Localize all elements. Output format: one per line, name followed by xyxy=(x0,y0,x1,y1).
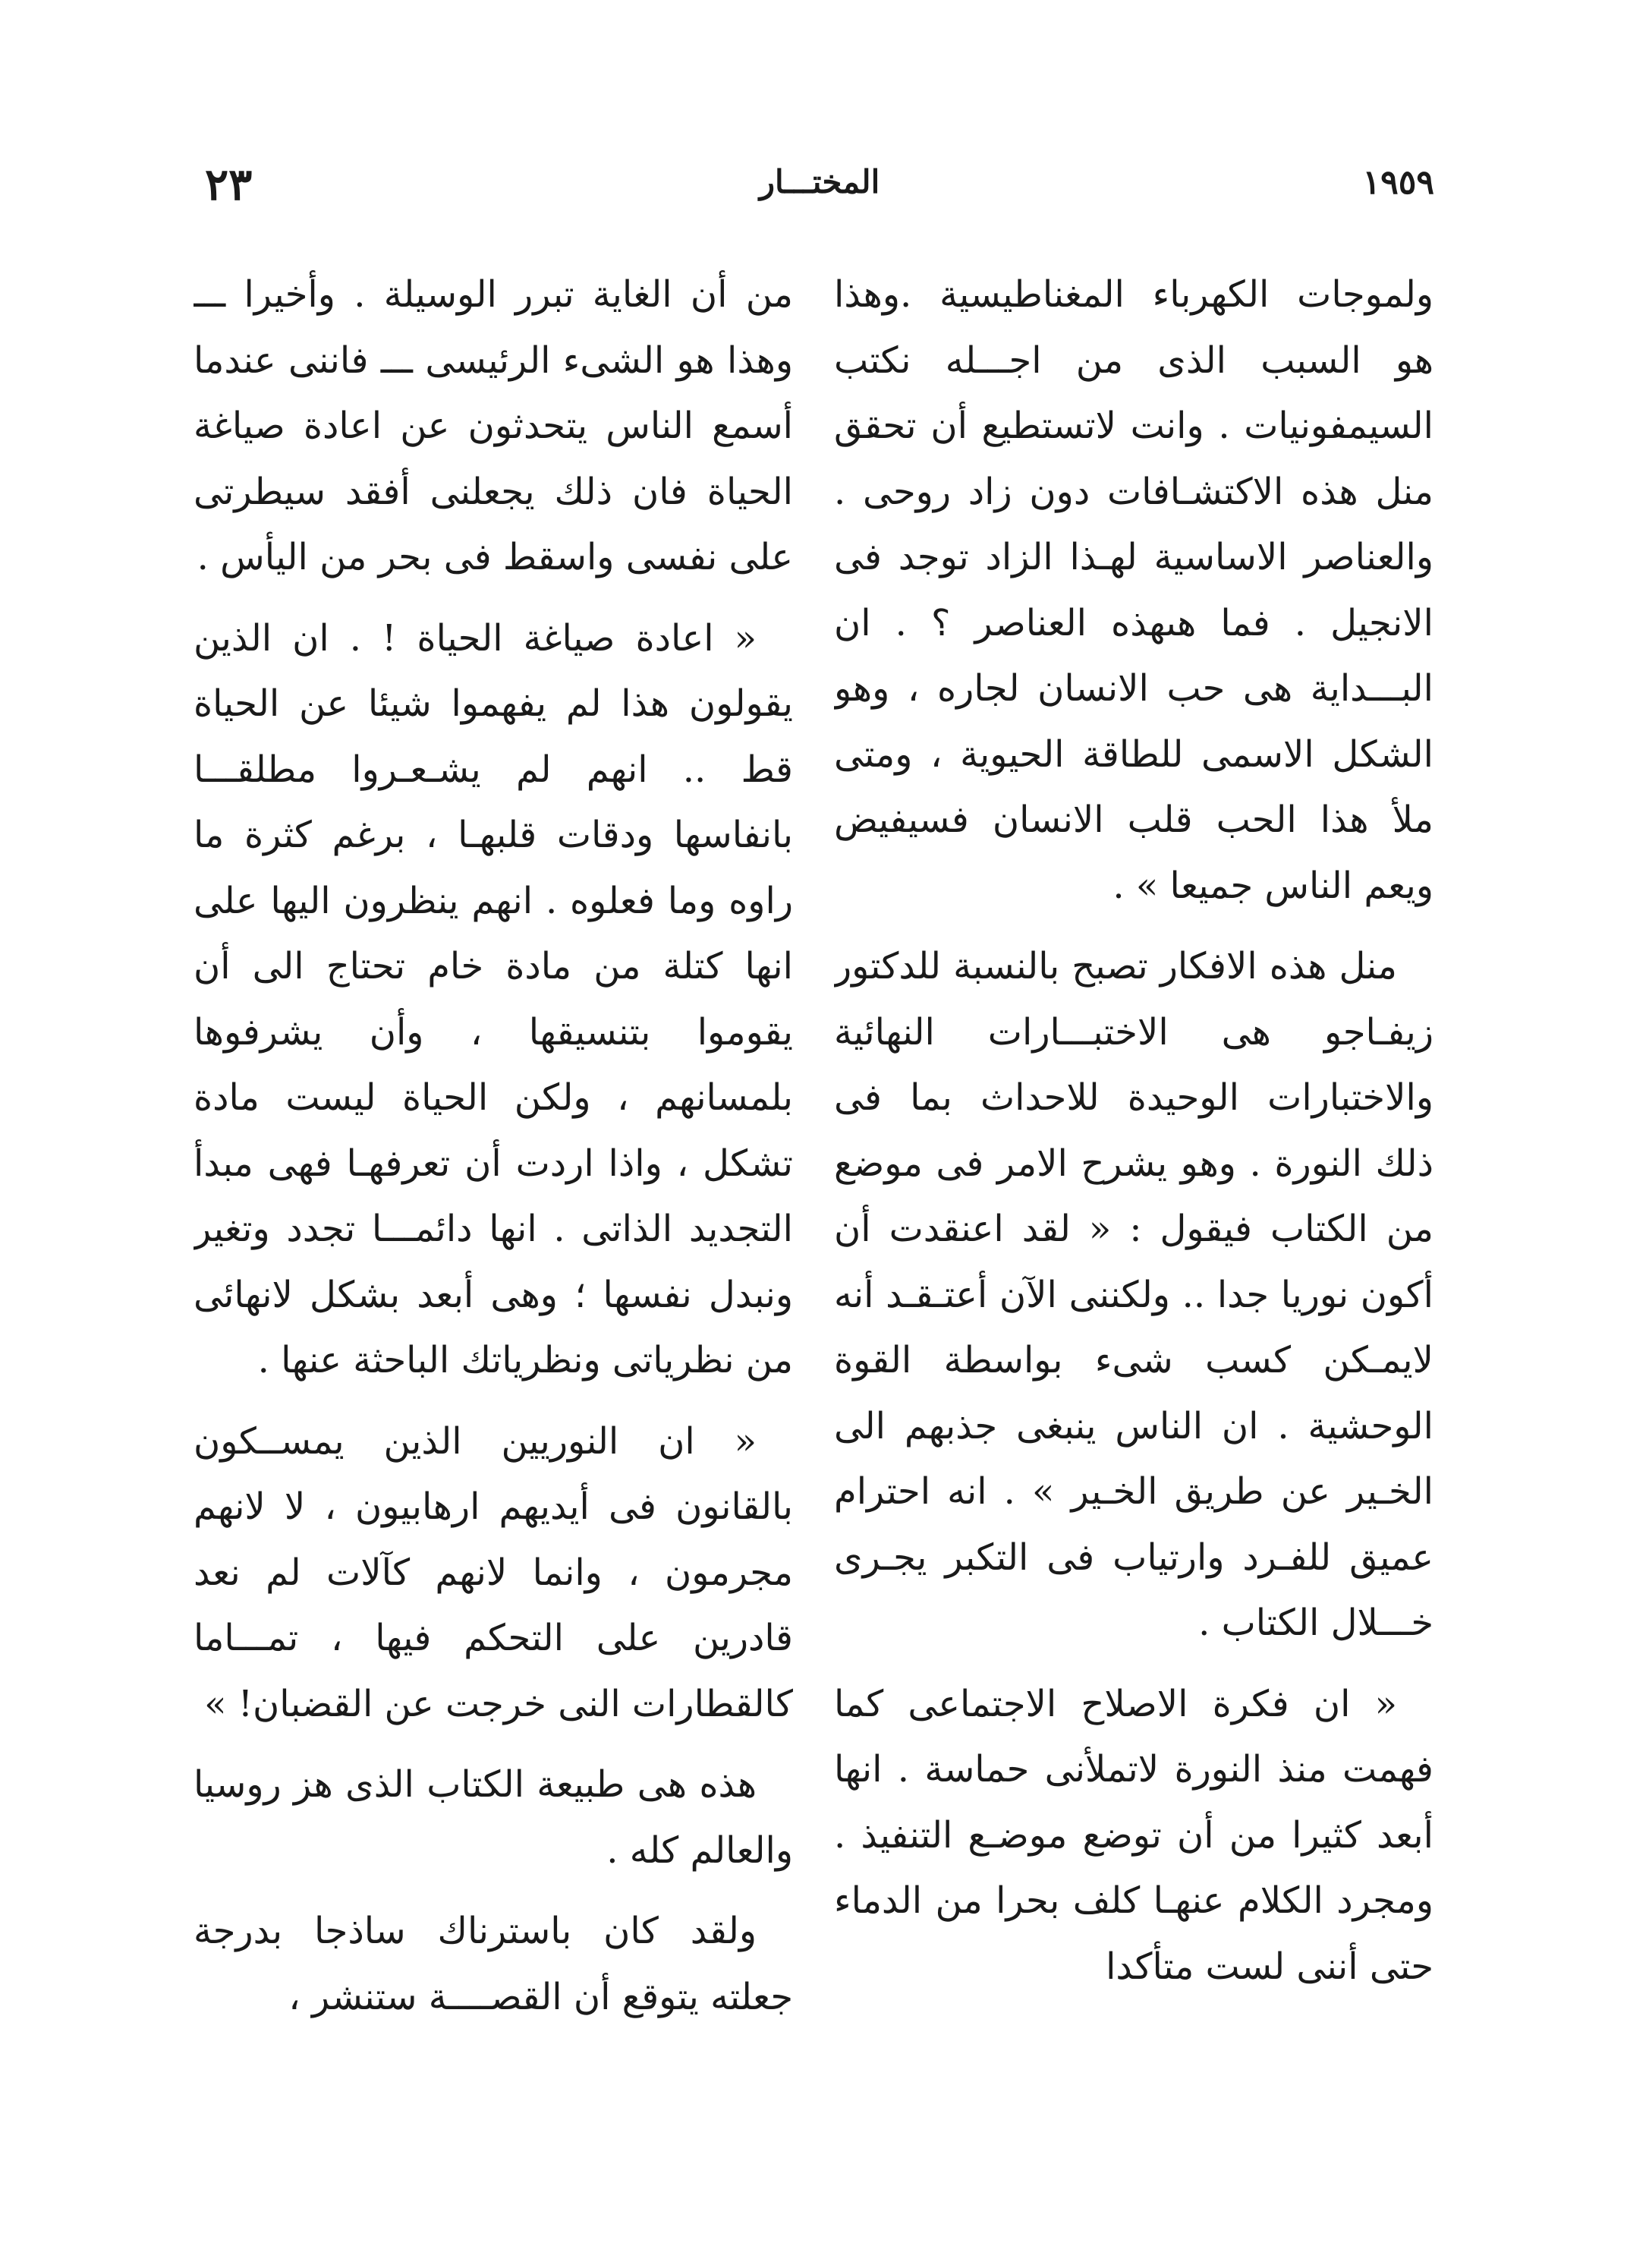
page-header xyxy=(205,159,1434,224)
issue-year: ١٩٥٩ xyxy=(1362,163,1434,202)
paragraph: « اعادة صياغة الحياة ! . ان الذين يقولون هذا لم يفهموا شيئا عن الحياة قط .. انهم لم يشـعـروا مطلقـــا بانفاسها ودقات قلبهـا ، برغم كثرة ما راوه وما فعلوه . انهم ينظرون اليها على انها كتلة من مادة خام تحتاج الى أن يقوموا بتنسيقها ، وأن يشرفوها بلمسانهم ، ولكن الحياة ليست مادة تشكل ، واذا اردت أن تعرفهـا فهى مبدأ التجديد الذاتى . انها دائمـــا تجدد وتغير ونبدل نفسها ؛ وهى أبعد بشكل لانهائى من نظرياتى ونظرياتك الباحثة عنها . xyxy=(194,616,793,1381)
magazine-title: المختـــار xyxy=(759,163,880,200)
paragraph: هذه هى طبيعة الكتاب الذى هز روسيا والعالم كله . xyxy=(194,1763,793,1872)
page-number: ٢٣ xyxy=(205,159,253,210)
paragraph: من أن الغاية تبرر الوسيلة . وأخيرا ـــ وهذا هو الشىء الرئيسى ـــ فاننى عندما أسمع الناس يتحدثون عن اعادة صياغة الحياة فان ذلك يجعلنى أفقد سيطرتى على نفسى واسقط فى بحر من اليأس . xyxy=(194,273,793,578)
left-text-column xyxy=(194,262,793,2129)
paragraph: « ان فكرة الاصلاح الاجتماعى كما فهمت منذ النورة لاتملأنى حماسة . انها أبعد كثيرا من أن توضع موضـع التنفيذ . ومجرد الكلام عنهـا كلف بحرا من الدماء حتى أننى لست متأكدا xyxy=(834,1682,1433,1988)
right-text-column xyxy=(834,262,1433,2129)
paragraph: ولموجات الكهرباء المغناطيسية .وهذا هو السبب الذى من اجـــله نكتب السيمفونيات . وانت لاتستطيع أن تحقق منل هذه الاكتشـافات دون زاد روحى . والعناصر الاساسية لهـذا الزاد توجد فى الانجيل . فما هىهذه العناصر ؟ . ان البـــداية هى حب الانسان لجاره ، وهو الشكل الاسمى للطاقة الحيوية ، ومتى ملأ هذا الحب قلب الانسان فسيفيض ويعم الناس جميعا » . xyxy=(834,273,1433,907)
paragraph: ولقد كان باسترناك ساذجا بدرجة جعلته يتوقع أن القصــــة ستنشر ، xyxy=(194,1910,793,2018)
paragraph: منل هذه الافكار تصبح بالنسبة للدكتور زيفـاجو هى الاختبـــارات النهائية والاختبارات الوحيدة للاحداث بما فى ذلك النورة . وهو يشرح الامر فى موضع من الكتاب فيقول : « لقد اعنقدت أن أكون نوريا جدا .. ولكننى الآن أعتـقـد أنه لايمـكن كسب شىء بواسطة القوة الوحشية . ان الناس ينبغى جذبهم الى الخـير عن طريق الخـير » . انه احترام عميق للفـرد وارتياب فى التكبر يجـرى خـــلال الكتاب . xyxy=(834,945,1433,1644)
paragraph: « ان النوريين الذين يمســكون بالقانون فى أيديهم ارهابيون ، لا لانهم مجرمون ، وانما لانهم كآلات لم نعد قادرين على التحكم فيها ، تمـــاما كالقطارات النى خرجت عن القضبان! » xyxy=(194,1419,793,1725)
